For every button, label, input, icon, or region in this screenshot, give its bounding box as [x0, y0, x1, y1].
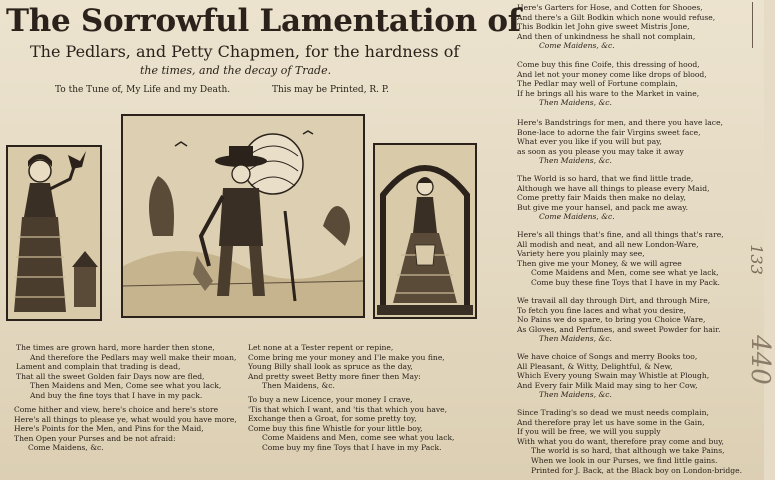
verse-line: As Gloves, and Perfumes, and sweet Powder for hair. [517, 324, 721, 334]
verse-line: Although we have all things to please every Maid, [517, 183, 710, 193]
ballad-subtitle: The Pedlars, and Petty Chapmen, for the hardness of [30, 42, 460, 61]
verse-line: To fetch you fine laces and what you desire, [517, 305, 686, 315]
verse-line: No Pains we do spare, to bring you Choice Ware, [517, 315, 706, 325]
imprint-line: Printed for J. Back, at the Black boy on London-bridge. [531, 465, 742, 475]
chorus-line: Then Maidens, &c. [539, 156, 612, 166]
verse-line: Exchange then a Groat, for some pretty toy, [248, 414, 417, 424]
ballad-title: The Sorrowful Lamentation of [6, 3, 521, 39]
verse-line: And pretty sweet Betty more finer then May: [248, 371, 421, 381]
chorus-line: And buy the fine toys that I have in my pack. [30, 390, 203, 400]
verse-block-right-1 [517, 3, 715, 51]
verse-line: Here's all things that's fine, and all things that's rare, [517, 230, 724, 239]
verse-line: And let not your money come like drops of blood, [517, 69, 707, 79]
verse-line: This Bodkin let John give sweet Mistris Jone, [517, 22, 690, 32]
verse-line: We have choice of Songs and merry Books too, [517, 352, 698, 361]
verse-block-left-1 [16, 343, 236, 401]
verse-line: Then Open your Purses and be not afraid: [14, 433, 176, 443]
woodcut-pedlar-image [121, 114, 365, 318]
verse-line: And then of unkindness he shall not complain, [517, 31, 696, 41]
chorus-line: Come Maidens, &c. [28, 443, 104, 453]
verse-block-right-2 [517, 60, 707, 108]
verse-line: Come pretty fair Maids then make no delay, [517, 193, 686, 203]
woodcut-lady-image [373, 143, 477, 319]
chorus-line: Come buy my fine Toys that I have in my Pack. [262, 442, 442, 452]
verse-line: All modish and neat, and all new London-Ware, [517, 239, 699, 249]
verse-line: If you will be free, we will you supply [517, 427, 661, 437]
chorus-line: Come Maidens and Men, come see what ye lack, [531, 268, 719, 278]
verse-line: Here's Garters for Hose, and Cotten for Shooes, [517, 3, 703, 12]
margin-note-number: 440 [744, 335, 775, 385]
tune-line: To the Tune of, My Life and my Death. [55, 85, 231, 95]
verse-line: Bone-lace to adorne the fair Virgins sweet face, [517, 127, 701, 137]
verse-line: as soon as you please you may take it away [517, 146, 684, 156]
verse-line: Which Every young Swain may Whistle at Plough, [517, 371, 710, 381]
verse-line: And Every fair Milk Maid may sing to her Cow, [517, 380, 698, 390]
verse-block-right-6 [517, 296, 720, 344]
verse-block-right-7 [517, 352, 709, 400]
verse-line: And there's a Gilt Bodkin which none would refuse, [517, 12, 716, 22]
verse-line: Here's Bandstrings for men, and there you have lace, [517, 118, 723, 127]
verse-line: Then give me your Money, & we will agree [517, 258, 682, 268]
verse-line: Come hither and view, here's choice and here's store [14, 405, 219, 414]
woman-figure-icon [8, 147, 100, 319]
verse-block-mid-2 [248, 395, 454, 453]
verse-line: Since Trading's so dead we must needs complain, [517, 408, 709, 417]
verse-line: The World is so hard, that we find little trade, [517, 174, 694, 183]
verse-line: The times are grown hard, more harder then stone, [16, 343, 215, 352]
verse-line: The world is so hard, that although we take Pains, [531, 446, 725, 456]
verse-block-right-3 [517, 118, 723, 166]
margin-note-number: 133 [746, 244, 766, 275]
chorus-line: Come Maidens, &c. [539, 212, 615, 222]
chorus-line: Come Maidens, &c. [539, 41, 615, 51]
verse-line: But give me your hansel, and pack me away. [517, 202, 688, 212]
verse-block-right-8 [517, 408, 742, 475]
verse-line: Here's all things to please ye, what would you have more, [14, 414, 237, 424]
verse-line: Come bring me your money and I'le make you fine, [248, 352, 445, 362]
woodcut-woman-image [6, 145, 102, 321]
verse-line: With what you do want, therefore pray come and buy, [517, 436, 724, 446]
chorus-line: Then Maidens, &c. [539, 98, 612, 108]
verse-line: To buy a new Licence, your money I crave, [248, 395, 413, 404]
pedlar-figure-icon [123, 116, 363, 316]
chorus-line: Then Maidens, &c. [539, 390, 612, 400]
verse-line: We travail all day through Dirt, and through Mire, [517, 296, 711, 305]
chorus-line: Then Maidens, &c. [262, 381, 335, 391]
verse-line: 'Tis that which I want, and 'tis that which you have, [248, 404, 448, 414]
verse-line: Variety here you plainly may see, [517, 249, 645, 259]
verse-line: What ever you like if you will but pay, [517, 137, 662, 147]
margin-bracket [752, 2, 763, 48]
verse-line: Come buy this fine Coife, this dressing of hood, [517, 60, 700, 69]
verse-line: All Pleasant, & Witty, Delightful, & New, [517, 361, 673, 371]
verse-line: Lament and complain that trading is dead, [16, 362, 181, 372]
verse-block-right-5 [517, 230, 724, 288]
verse-line: Let none at a Tester repent or repine, [248, 343, 394, 352]
ballad-subtitle-line2: the times, and the decay of Trade. [140, 64, 332, 77]
verse-line: And therefore pray let us have some in the Gain, [517, 417, 705, 427]
verse-block-left-2 [14, 405, 237, 453]
verse-line: If he brings all his ware to the Market in vaine, [517, 88, 700, 98]
verse-line: The Pedlar may well of Fortune complain, [517, 79, 678, 89]
chorus-line: Then Maidens and Men, Come see what you lack, [30, 381, 222, 391]
verse-block-mid-1 [248, 343, 445, 391]
verse-line: Here's Points for the Men, and Pins for the Maid, [14, 424, 204, 434]
chorus-line: Come Maidens and Men, come see what you lack, [262, 433, 455, 443]
chorus-line: Then Maidens, &c. [539, 334, 612, 344]
license-line: This may be Printed, R. P. [272, 85, 389, 95]
verse-line: That all the sweet Golden fair Days now are fled, [16, 371, 205, 381]
verse-line: And therefore the Pedlars may well make their moan, [30, 352, 237, 362]
verse-line: When we look in our Purses, we find little gains. [531, 455, 718, 465]
verse-line: Come buy this fine Whistle for your little boy, [248, 423, 423, 433]
verse-line: Young Billy shall look as spruce as the day, [248, 362, 413, 372]
chorus-line: Come buy these fine Toys that I have in my Pack. [531, 277, 720, 287]
verse-block-right-4 [517, 174, 710, 222]
lady-in-arch-icon [375, 145, 475, 317]
